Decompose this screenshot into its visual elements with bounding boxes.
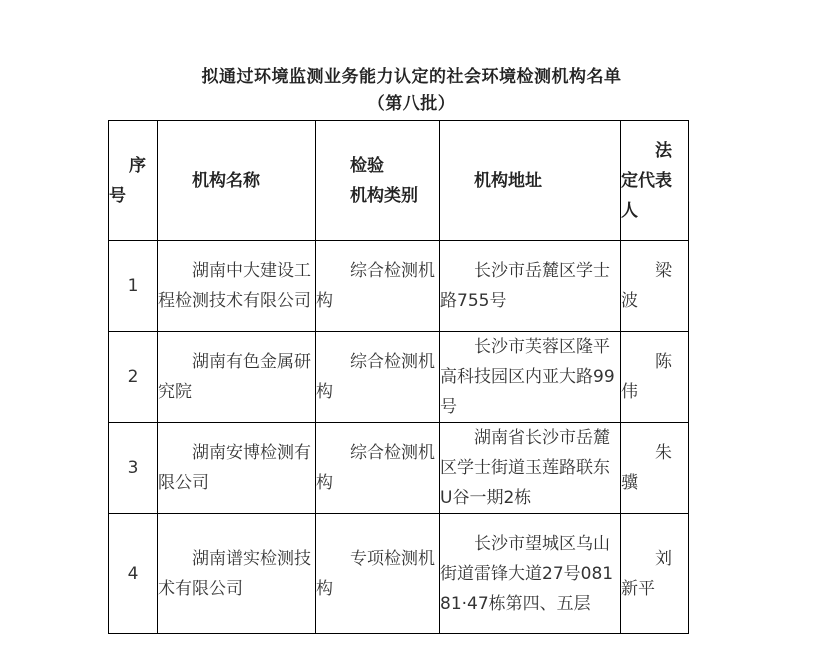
header-type bbox=[316, 121, 440, 241]
row-seq: 2 bbox=[109, 332, 158, 423]
row-address: 湖南省长沙市岳麓区学士街道玉莲路联东U谷一期2栋 bbox=[440, 423, 621, 514]
row-name: 湖南中大建设工程检测技术有限公司 bbox=[158, 241, 316, 332]
table-row bbox=[109, 332, 689, 423]
row-address: 长沙市芙蓉区隆平高科技园区内亚大路99号 bbox=[440, 332, 621, 423]
table-header-row bbox=[109, 121, 689, 241]
row-rep: 朱骥 bbox=[621, 423, 689, 514]
table-row bbox=[109, 514, 689, 634]
institution-table bbox=[108, 120, 689, 634]
row-type: 综合检测机构 bbox=[316, 332, 440, 423]
header-seq bbox=[109, 121, 158, 241]
header-type-line2: 机构类别 bbox=[350, 185, 418, 206]
row-type: 综合检测机构 bbox=[316, 423, 440, 514]
row-type: 专项检测机构 bbox=[316, 514, 440, 634]
row-type: 综合检测机构 bbox=[316, 241, 440, 332]
header-seq-line2: 号 bbox=[109, 185, 126, 206]
row-rep: 梁波 bbox=[621, 241, 689, 332]
header-name: 机构名称 bbox=[158, 121, 316, 241]
row-seq: 1 bbox=[109, 241, 158, 332]
row-address: 长沙市望城区乌山街道雷锋大道27号08181·47栋第四、五层 bbox=[440, 514, 621, 634]
table-row bbox=[109, 423, 689, 514]
row-name: 湖南谱实检测技术有限公司 bbox=[158, 514, 316, 634]
header-rep: 法定代表人 bbox=[621, 121, 689, 241]
document-subtitle: （第八批） bbox=[367, 94, 456, 114]
row-address: 长沙市岳麓区学士路755号 bbox=[440, 241, 621, 332]
table-row bbox=[109, 241, 689, 332]
row-rep: 陈伟 bbox=[621, 332, 689, 423]
row-name: 湖南安博检测有限公司 bbox=[158, 423, 316, 514]
row-seq: 3 bbox=[109, 423, 158, 514]
row-name: 湖南有色金属研究院 bbox=[158, 332, 316, 423]
header-seq-line1: 序 bbox=[129, 155, 146, 176]
row-rep: 刘新平 bbox=[621, 514, 689, 634]
header-type-line1: 检验 bbox=[350, 155, 384, 176]
header-address: 机构地址 bbox=[440, 121, 621, 241]
row-seq: 4 bbox=[109, 514, 158, 634]
document-title: 拟通过环境监测业务能力认定的社会环境检测机构名单 bbox=[201, 67, 622, 87]
